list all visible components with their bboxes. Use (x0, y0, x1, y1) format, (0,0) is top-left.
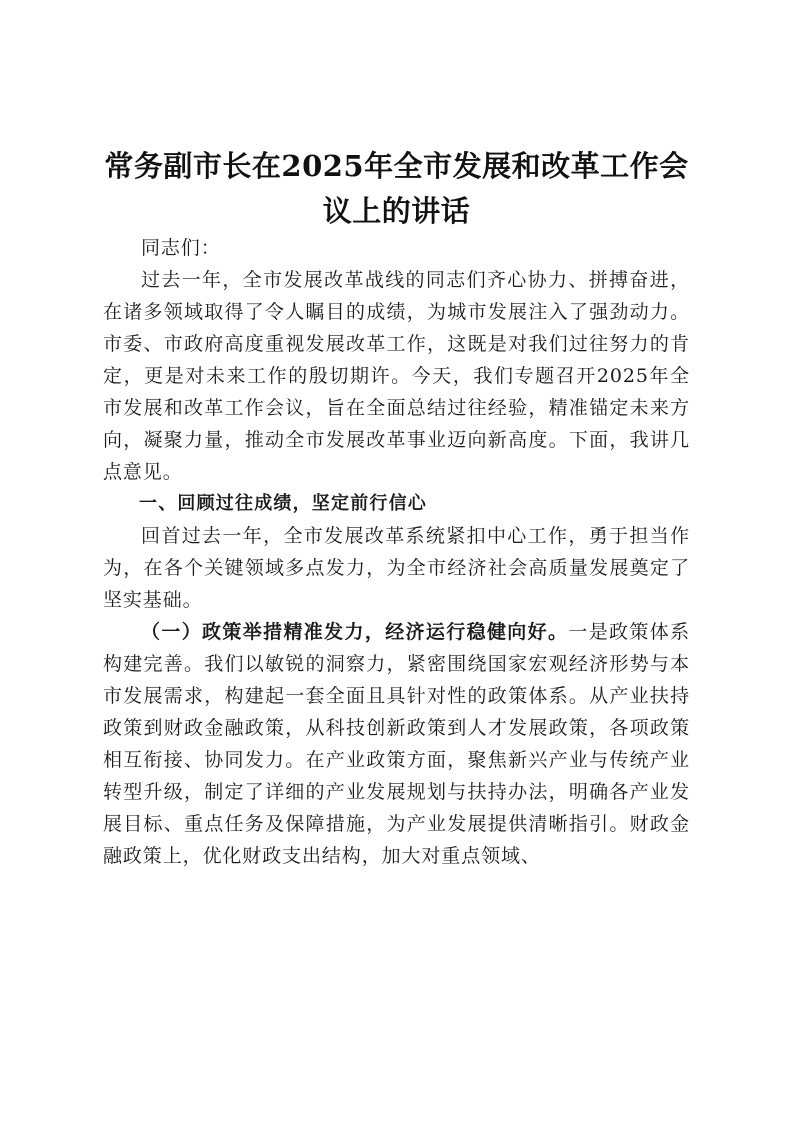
salutation: 同志们： (141, 237, 221, 259)
document-title: 常务副市长在2025年全市发展和改革工作会议上的讲话 (104, 149, 689, 228)
subsection-text: 一是政策体系构建完善。我们以敏锐的洞察力，紧密围绕国家宏观经济形势与本市发展需求，构建起一套全面且具针对性的政策体系。从产业扶持政策到财政金融政策，从科技创新政策到人才发展政策，各项政策相互衔接、协同发力。在产业政策方面，聚焦新兴产业与传统产业转型升级，制定了详细的产业发展规划与扶持办法，明确各产业发展目标、重点任务及保障措施，为产业发展提供清晰指引。财政金融政策上，优化财政支出结构，加大对重点领域、 (103, 621, 690, 867)
subsection-paragraph (103, 616, 690, 872)
subsection-heading: （一）政策举措精准发力，经济运行稳健向好。 (141, 621, 569, 643)
document-body (103, 232, 690, 872)
intro-paragraph: 过去一年，全市发展改革战线的同志们齐心协力、拼搏奋进，在诸多领域取得了令人瞩目的成绩，为城市发展注入了强劲动力。市委、市政府高度重视发展改革工作，这既是对我们过往努力的肯定，更是对未来工作的殷切期许。今天，我们专题召开2025年全市发展和改革工作会议，旨在全面总结过往经验，精准锚定未来方向，凝聚力量，推动全市发展改革事业迈向新高度。下面，我讲几点意见。 (103, 269, 690, 483)
section-heading: 一、回顾过往成绩，坚定前行信心 (139, 493, 427, 514)
section-paragraph: 回首过去一年，全市发展改革系统紧扣中心工作，勇于担当作为，在各个关键领域多点发力，为全市经济社会高质量发展奠定了坚实基础。 (103, 525, 690, 611)
